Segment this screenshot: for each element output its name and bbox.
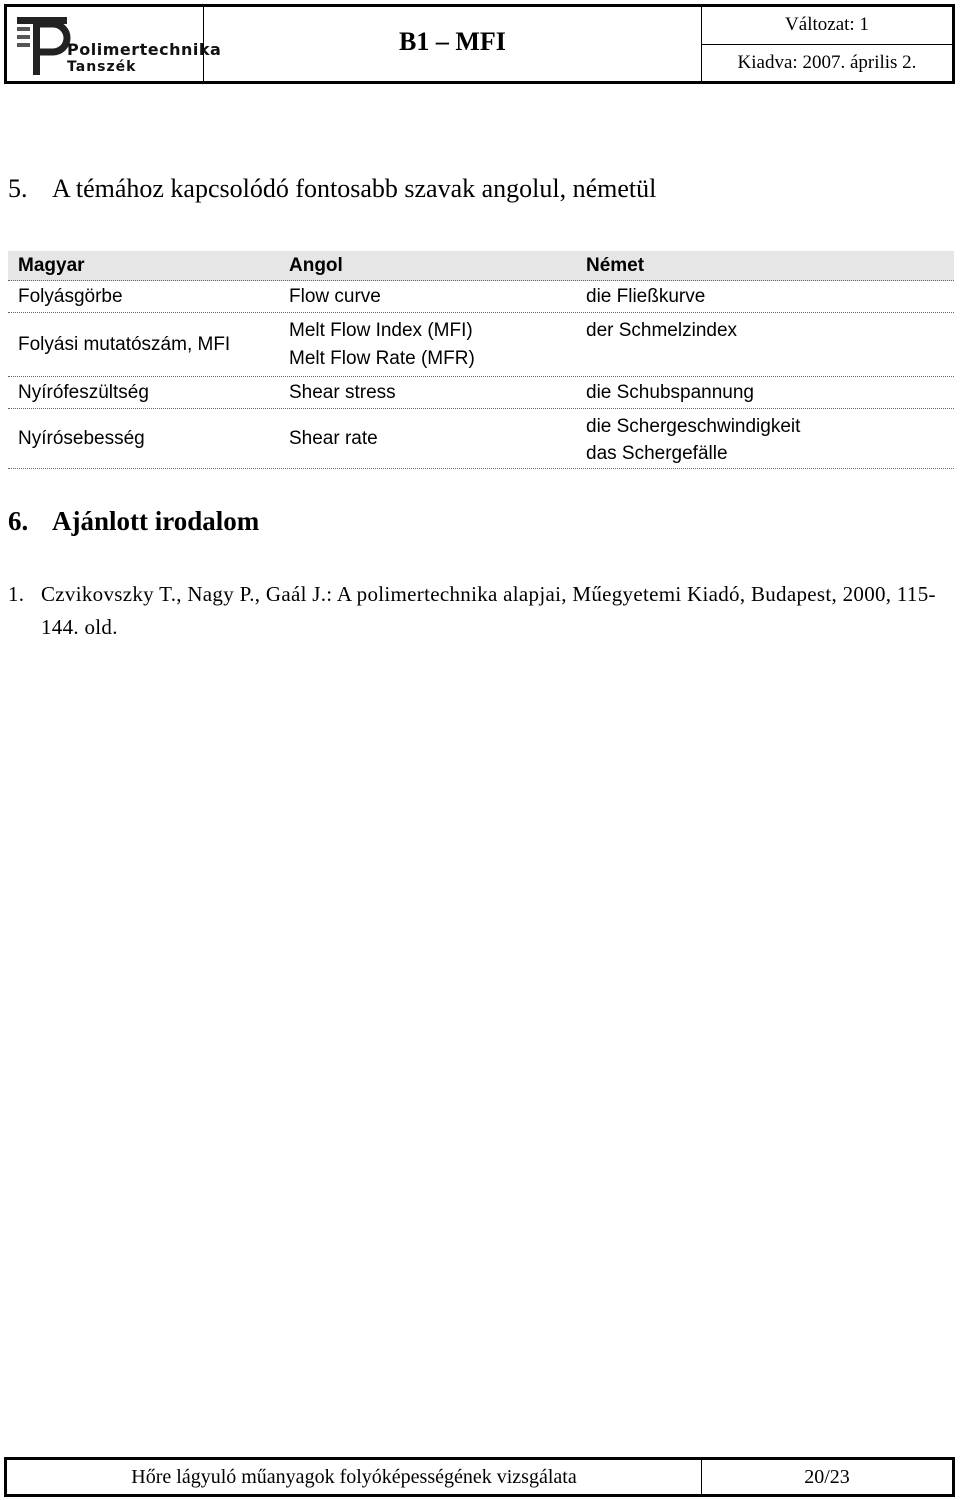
logo [7, 7, 222, 81]
section-5-heading [8, 174, 656, 204]
table-row [8, 409, 954, 469]
cell-hungarian: Folyási mutatószám, MFI [18, 333, 231, 355]
reference-list [8, 578, 938, 644]
page-number: 20/23 [804, 1465, 850, 1488]
vocabulary-table [8, 251, 954, 469]
logo-text-line2: Tanszék [67, 59, 137, 75]
column-header-german: Német [586, 254, 645, 276]
header-meta [702, 7, 952, 81]
table-header-row [8, 251, 954, 281]
section-6-heading [8, 506, 259, 537]
reference-text: Czvikovszky T., Nagy P., Gaál J.: A polimertechnika alapjai, Műegyetemi Kiadó, Budapest, 2000, 115-144. old. [41, 582, 936, 639]
page-footer [4, 1457, 955, 1497]
logo-text-line1: Polimertechnika [67, 40, 222, 59]
table-row [8, 377, 954, 409]
section-number: 5. [8, 174, 28, 203]
section-title: Ajánlott irodalom [52, 506, 260, 536]
column-header-hungarian: Magyar [18, 254, 85, 276]
column-header-english: Angol [289, 254, 343, 276]
german-term: die Schergeschwindigkeit [586, 416, 801, 437]
page-header [4, 4, 955, 84]
list-item [8, 578, 938, 644]
version-label: Változat: 1 [785, 14, 869, 36]
cell-german: die Schubspannung [586, 381, 754, 403]
cell-english [289, 313, 586, 376]
cell-hungarian: Nyírófeszültség [18, 381, 149, 403]
footer-title: Hőre lágyuló műanyagok folyóképességének vizsgálata [7, 1460, 702, 1494]
cell-german [586, 409, 954, 468]
cell-english: Shear rate [289, 427, 378, 449]
document-title: B1 – MFI [204, 7, 702, 81]
english-term: Melt Flow Rate (MFR) [289, 348, 475, 369]
german-term: das Schergefälle [586, 443, 728, 464]
cell-german: der Schmelzindex [586, 320, 738, 341]
english-term: Melt Flow Index (MFI) [289, 320, 473, 341]
section-title: A témához kapcsolódó fontosabb szavak angolul, németül [52, 174, 657, 203]
table-row [8, 281, 954, 313]
cell-hungarian: Folyásgörbe [18, 285, 123, 307]
logo-mark-icon [15, 13, 73, 79]
table-row [8, 313, 954, 377]
cell-english: Flow curve [289, 285, 381, 307]
cell-english: Shear stress [289, 381, 396, 403]
cell-hungarian: Nyírósebesség [18, 427, 145, 449]
issue-date: Kiadva: 2007. április 2. [702, 44, 952, 82]
cell-german: die Fließkurve [586, 285, 706, 307]
reference-number: 1. [8, 582, 25, 606]
section-number: 6. [8, 506, 29, 536]
